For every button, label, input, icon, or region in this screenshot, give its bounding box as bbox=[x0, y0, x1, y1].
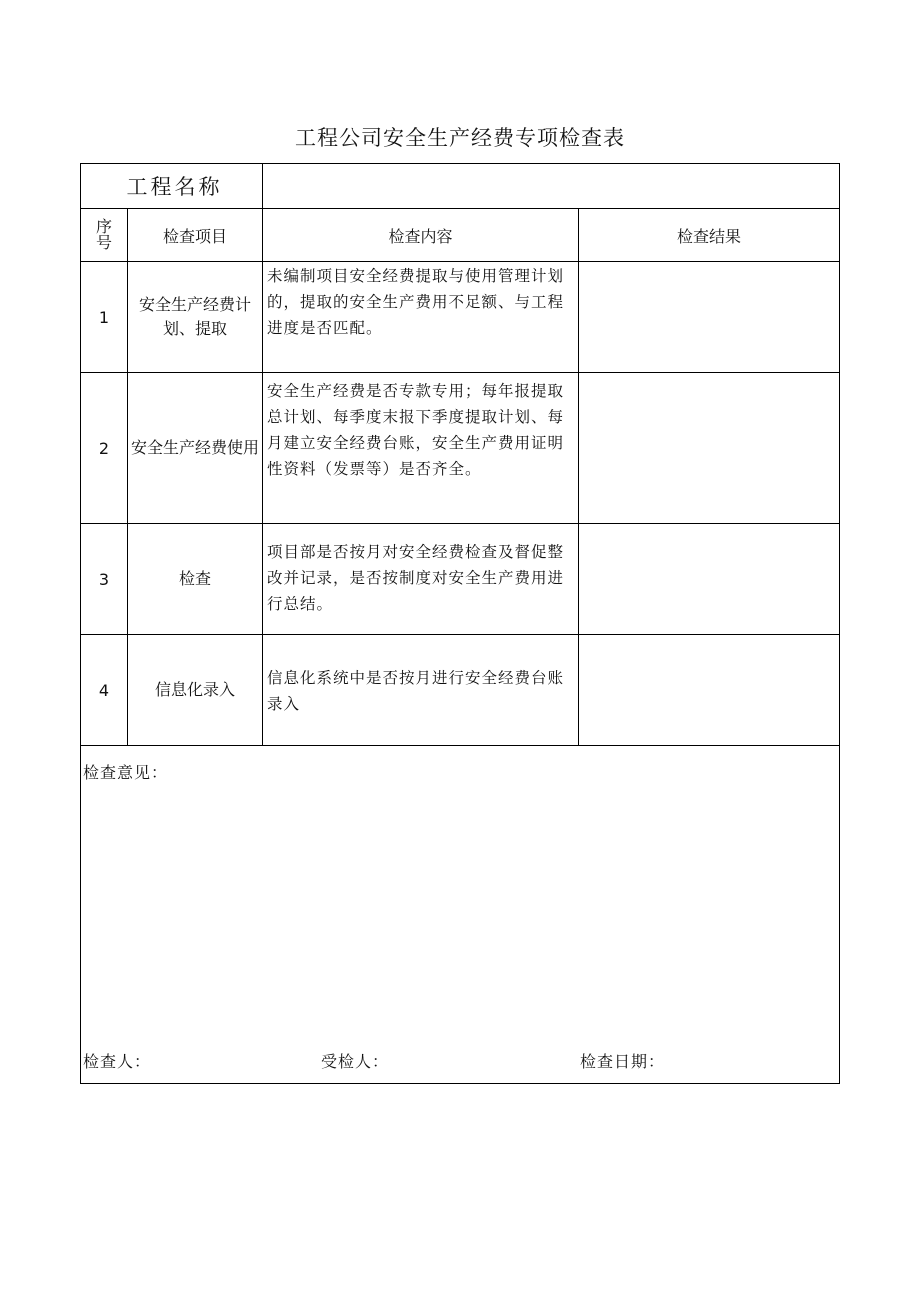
row-result-field[interactable] bbox=[579, 262, 839, 372]
opinion-label: 检查意见： bbox=[83, 763, 169, 782]
date-label: 检查日期： bbox=[580, 1052, 666, 1071]
row-item: 安全生产经费计划、提取 bbox=[138, 295, 251, 338]
page-title: 工程公司安全生产经费专项检查表 bbox=[295, 126, 625, 150]
row-item: 信息化录入 bbox=[154, 680, 235, 699]
row-result-field[interactable] bbox=[579, 635, 839, 745]
row-seq: 2 bbox=[98, 438, 110, 458]
header-result: 检查结果 bbox=[676, 226, 741, 246]
inspection-table bbox=[80, 163, 840, 1084]
row-content: 项目部是否按月对安全经费检查及督促整改并记录，是否按制度对安全生产费用进行总结。 bbox=[267, 543, 565, 613]
header-seq-label: 序号 bbox=[95, 217, 112, 252]
project-name-field[interactable] bbox=[263, 164, 839, 208]
inspector-label: 检查人： bbox=[83, 1052, 152, 1071]
row-content: 安全生产经费是否专款专用；每年报提取总计划、每季度末报下季度提取计划、每月建立安全经费台账，安全生产费用证明性资料（发票等）是否齐全。 bbox=[267, 382, 565, 478]
row-item: 安全生产经费使用 bbox=[130, 438, 259, 457]
row-seq: 3 bbox=[98, 569, 110, 589]
row-content: 信息化系统中是否按月进行安全经费台账录入 bbox=[267, 669, 565, 713]
row-content: 未编制项目安全经费提取与使用管理计划的，提取的安全生产费用不足额、与工程进度是否匹配。 bbox=[267, 267, 565, 337]
project-name-label: 工程名称 bbox=[126, 175, 223, 199]
row-result-field[interactable] bbox=[579, 524, 839, 634]
row-item: 检查 bbox=[178, 569, 211, 588]
header-item: 检查项目 bbox=[162, 226, 227, 246]
inspected-label: 受检人： bbox=[321, 1052, 390, 1071]
row-seq: 1 bbox=[98, 307, 110, 327]
header-seq bbox=[81, 209, 127, 261]
row-result-field[interactable] bbox=[579, 373, 839, 523]
row-seq: 4 bbox=[98, 680, 110, 700]
row-divider bbox=[81, 745, 839, 746]
header-content: 检查内容 bbox=[388, 226, 453, 246]
